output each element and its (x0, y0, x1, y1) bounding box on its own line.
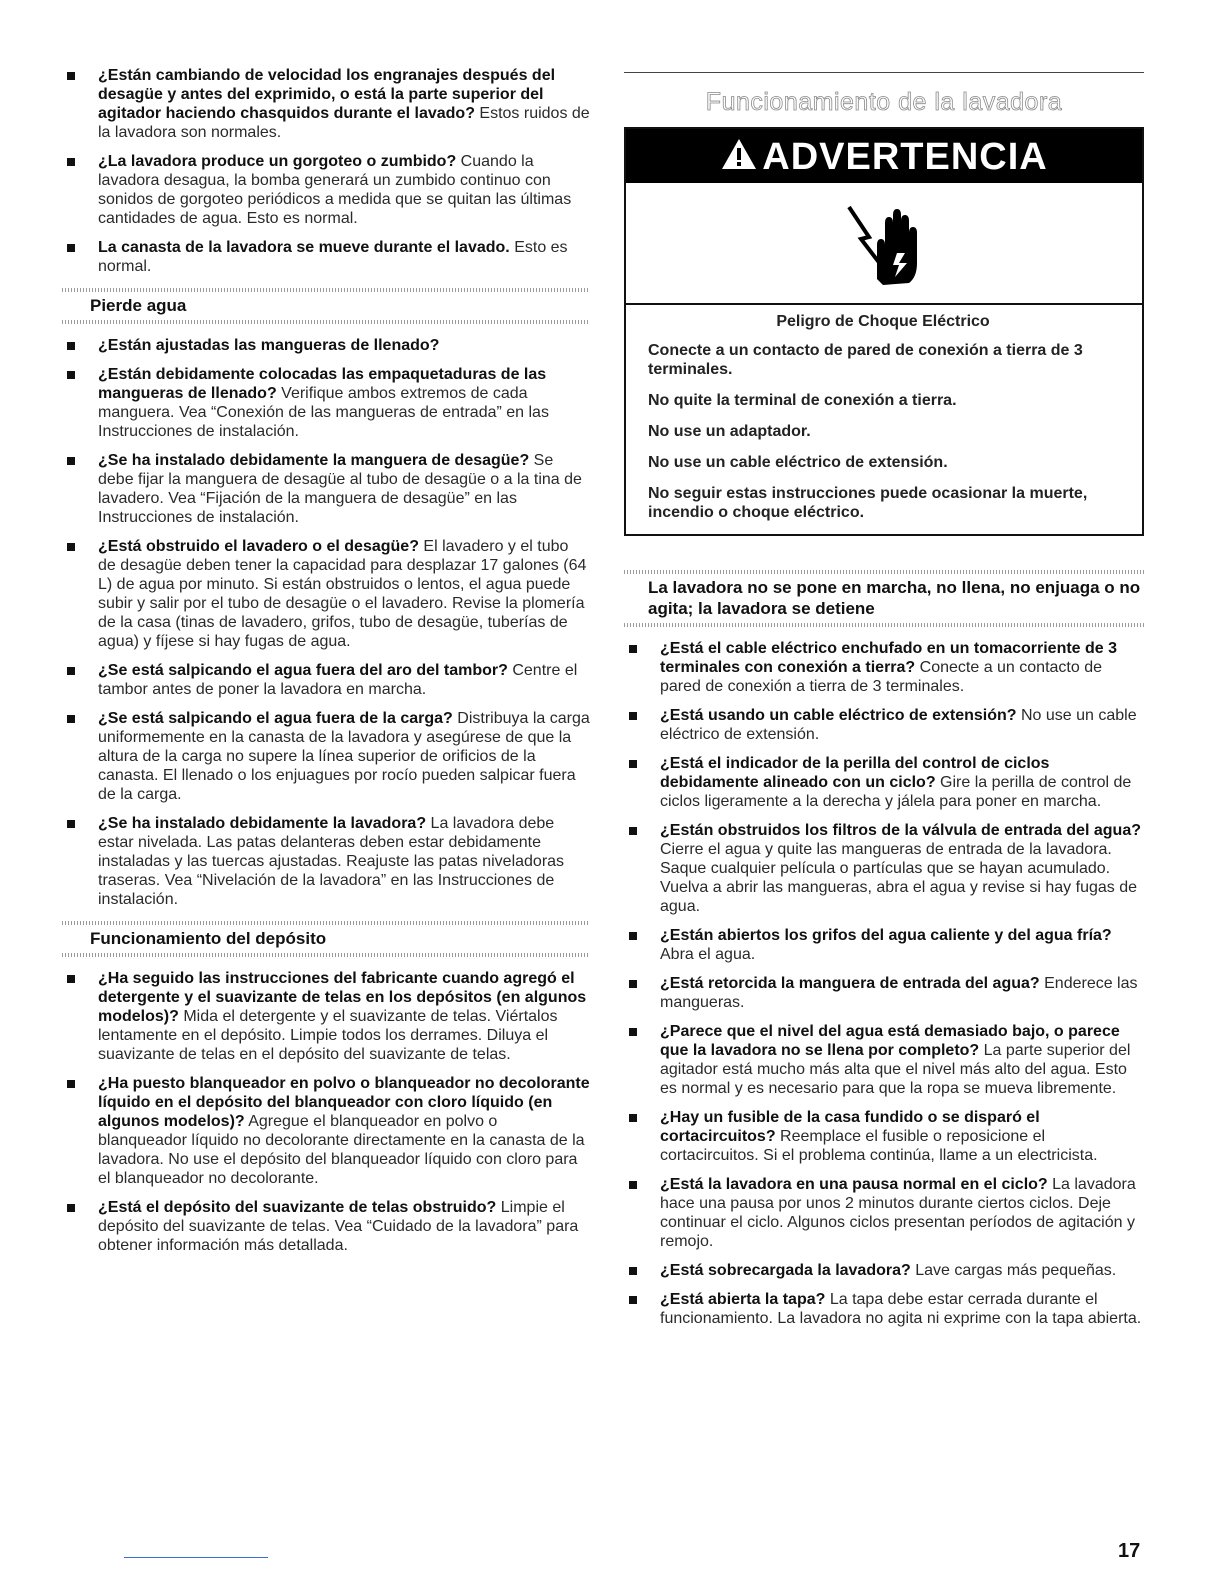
warning-caption: Peligro de Choque Eléctrico (776, 313, 990, 330)
pierde-agua-list (62, 336, 590, 909)
list-item: ¿Están abiertos los grifos del agua caliente y del agua fría? Abra el agua. (624, 926, 1144, 964)
list-item: ¿Parece que el nivel del agua está demasiado bajo, o parece que la lavadora no se llena por completo? La parte superior del agitador está mucho más alta que el nivel más alto del agua. Esto es normal y es necesario para que la ropa se mueva libremente. (624, 1022, 1144, 1098)
list-item: ¿Está la lavadora en una pausa normal en el ciclo? La lavadora hace una pausa por unos 2 minutos durante ciertos ciclos. Deje continuar el ciclo. Algunos ciclos presentan períodos de agitación y remojo. (624, 1175, 1144, 1251)
list-item: ¿Se está salpicando el agua fuera del aro del tambor? Centre el tambor antes de poner la lavadora en marcha. (62, 661, 590, 699)
footer-rule (124, 1557, 268, 1558)
list-item: ¿La lavadora produce un gorgoteo o zumbido? Cuando la lavadora desagua, la bomba generará un zumbido continuo con sonidos de gorgoteo periódicos a medida que se quitan las últimas cantidades de agua. Esto es normal. (62, 152, 590, 228)
list-item: ¿Está usando un cable eléctrico de extensión? No use un cable eléctrico de extensión. (624, 706, 1144, 744)
list-item: ¿Están cambiando de velocidad los engranajes después del desagüe y antes del exprimido, o está la parte superior del agitador haciendo chasquidos durante el lavado? Estos ruidos de la lavadora son normales. (62, 66, 590, 142)
deposito-list (62, 969, 590, 1255)
intro-list (62, 66, 590, 276)
warning-line: No use un adaptador. (648, 423, 811, 440)
section-heading-no-arranca (624, 570, 1144, 627)
section-title: Funcionamiento del depósito (90, 929, 327, 948)
divider (62, 953, 590, 957)
electric-shock-icon (839, 193, 929, 293)
list-item: ¿Hay un fusible de la casa fundido o se disparó el cortacircuitos? Reemplace el fusible o reposicione el cortacircuitos. Si el problema continúa, llame a un electricista. (624, 1108, 1144, 1165)
list-item: ¿Están obstruidos los filtros de la válvula de entrada del agua? Cierre el agua y quite las mangueras de entrada de la lavadora. Saque cualquier película o partículas que se hayan acumulado. Vuelva a abrir las mangueras, abra el agua y revise si hay fugas de agua. (624, 821, 1144, 916)
warning-body (626, 305, 1142, 534)
list-item: ¿Se ha instalado debidamente la lavadora? La lavadora debe estar nivelada. Las patas delanteras deben estar debidamente instaladas y las tuercas ajustadas. Reajuste las patas niveladoras traseras. Vea “Nivelación de la lavadora” en las Instrucciones de instalación. (62, 814, 590, 909)
warning-line: No seguir estas instrucciones puede ocasionar la muerte, incendio o choque eléctrico. (648, 485, 1088, 521)
section-title: La lavadora no se pone en marcha, no llena, no enjuaga o no agita; la lavadora se detiene (648, 578, 1141, 618)
list-item: ¿Están ajustadas las mangueras de llenado? (62, 336, 590, 355)
warning-header (626, 129, 1142, 183)
operation-title: Funcionamiento de la lavadora (705, 88, 1063, 116)
section-heading-deposito (62, 921, 590, 957)
list-item: ¿Se ha instalado debidamente la manguera de desagüe? Se debe fijar la manguera de desagüe al tubo de desagüe o a la tina de lavadero. Vea “Fijación de la manguera de desagüe” en las Instrucciones de instalación. (62, 451, 590, 527)
warning-line: No quite la terminal de conexión a tierra. (648, 392, 957, 409)
list-item: ¿Está el depósito del suavizante de telas obstruido? Limpie el depósito del suavizante de telas. Vea “Cuidado de la lavadora” para obtener información más detallada. (62, 1198, 590, 1255)
list-item: La canasta de la lavadora se mueve durante el lavado. Esto es normal. (62, 238, 590, 276)
list-item: ¿Está abierta la tapa? La tapa debe estar cerrada durante el funcionamiento. La lavadora no agita ni exprime con la tapa abierta. (624, 1290, 1144, 1328)
top-rule (624, 72, 1144, 73)
warning-line: Conecte a un contacto de pared de conexión a tierra de 3 terminales. (648, 342, 1083, 378)
divider (624, 623, 1144, 627)
divider (62, 320, 590, 324)
list-item: ¿Está sobrecargada la lavadora? Lave cargas más pequeñas. (624, 1261, 1144, 1280)
list-item: ¿Ha puesto blanqueador en polvo o blanqueador no decolorante líquido en el depósito del blanqueador con cloro líquido (en algunos modelos)? Agregue el blanqueador en polvo o blanqueador líquido no decolorante directamente en la canasta de la lavadora. No use el depósito del blanqueador líquido con cloro para el blanqueador no decolorante. (62, 1074, 590, 1188)
list-item: ¿Se está salpicando el agua fuera de la carga? Distribuya la carga uniformemente en la canasta de la lavadora y asegúrese de que la altura de la carga no supere la línea superior de orificios de la canasta. El llenado o los enjuagues por rocío pueden salpicar fuera de la carga. (62, 709, 590, 804)
warning-box (624, 127, 1144, 536)
list-item: ¿Está retorcida la manguera de entrada del agua? Enderece las mangueras. (624, 974, 1144, 1012)
list-item: ¿Está obstruido el lavadero o el desagüe? El lavadero y el tubo de desagüe deben tener la capacidad para desplazar 17 galones (64 L) de agua por minuto. Si están obstruidos o lentos, el agua puede subir y salir por el tubo de desagüe o el lavadero. Revise la plomería de la casa (tinas de lavadero, grifos, tubo de desagüe, tuberías de agua) y fíjese si hay fugas de agua. (62, 537, 590, 651)
right-column (624, 72, 1144, 1338)
list-item: ¿Ha seguido las instrucciones del fabricante cuando agregó el detergente y el suavizante de telas en los depósitos (en algunos modelos)? Mida el detergente y el suavizante de telas. Viértalos lentamente en el depósito. Limpie todos los derrames. Diluya el suavizante de telas en el depósito del suavizante de telas. (62, 969, 590, 1064)
list-item: ¿Está el indicador de la perilla del control de ciclos debidamente alineado con un ciclo? Gire la perilla de control de ciclos ligeramente a la derecha y jálela para poner en marcha. (624, 754, 1144, 811)
section-title: Pierde agua (90, 296, 187, 315)
warning-line: No use un cable eléctrico de extensión. (648, 454, 948, 471)
warning-triangle-icon (720, 131, 758, 187)
left-column (62, 66, 590, 1265)
list-item: ¿Están debidamente colocadas las empaquetaduras de las mangueras de llenado? Verifique ambos extremos de cada manguera. Vea “Conexión de las mangueras de entrada” en las Instrucciones de instalación. (62, 365, 590, 441)
page-number: 17 (1118, 1540, 1141, 1562)
shock-hazard-panel (626, 183, 1142, 305)
list-item: ¿Está el cable eléctrico enchufado en un tomacorriente de 3 terminales con conexión a tierra? Conecte a un contacto de pared de conexión a tierra de 3 terminales. (624, 639, 1144, 696)
no-arranca-list (624, 639, 1144, 1328)
section-heading-pierde-agua (62, 288, 590, 324)
warning-header-text: ADVERTENCIA (762, 136, 1048, 178)
